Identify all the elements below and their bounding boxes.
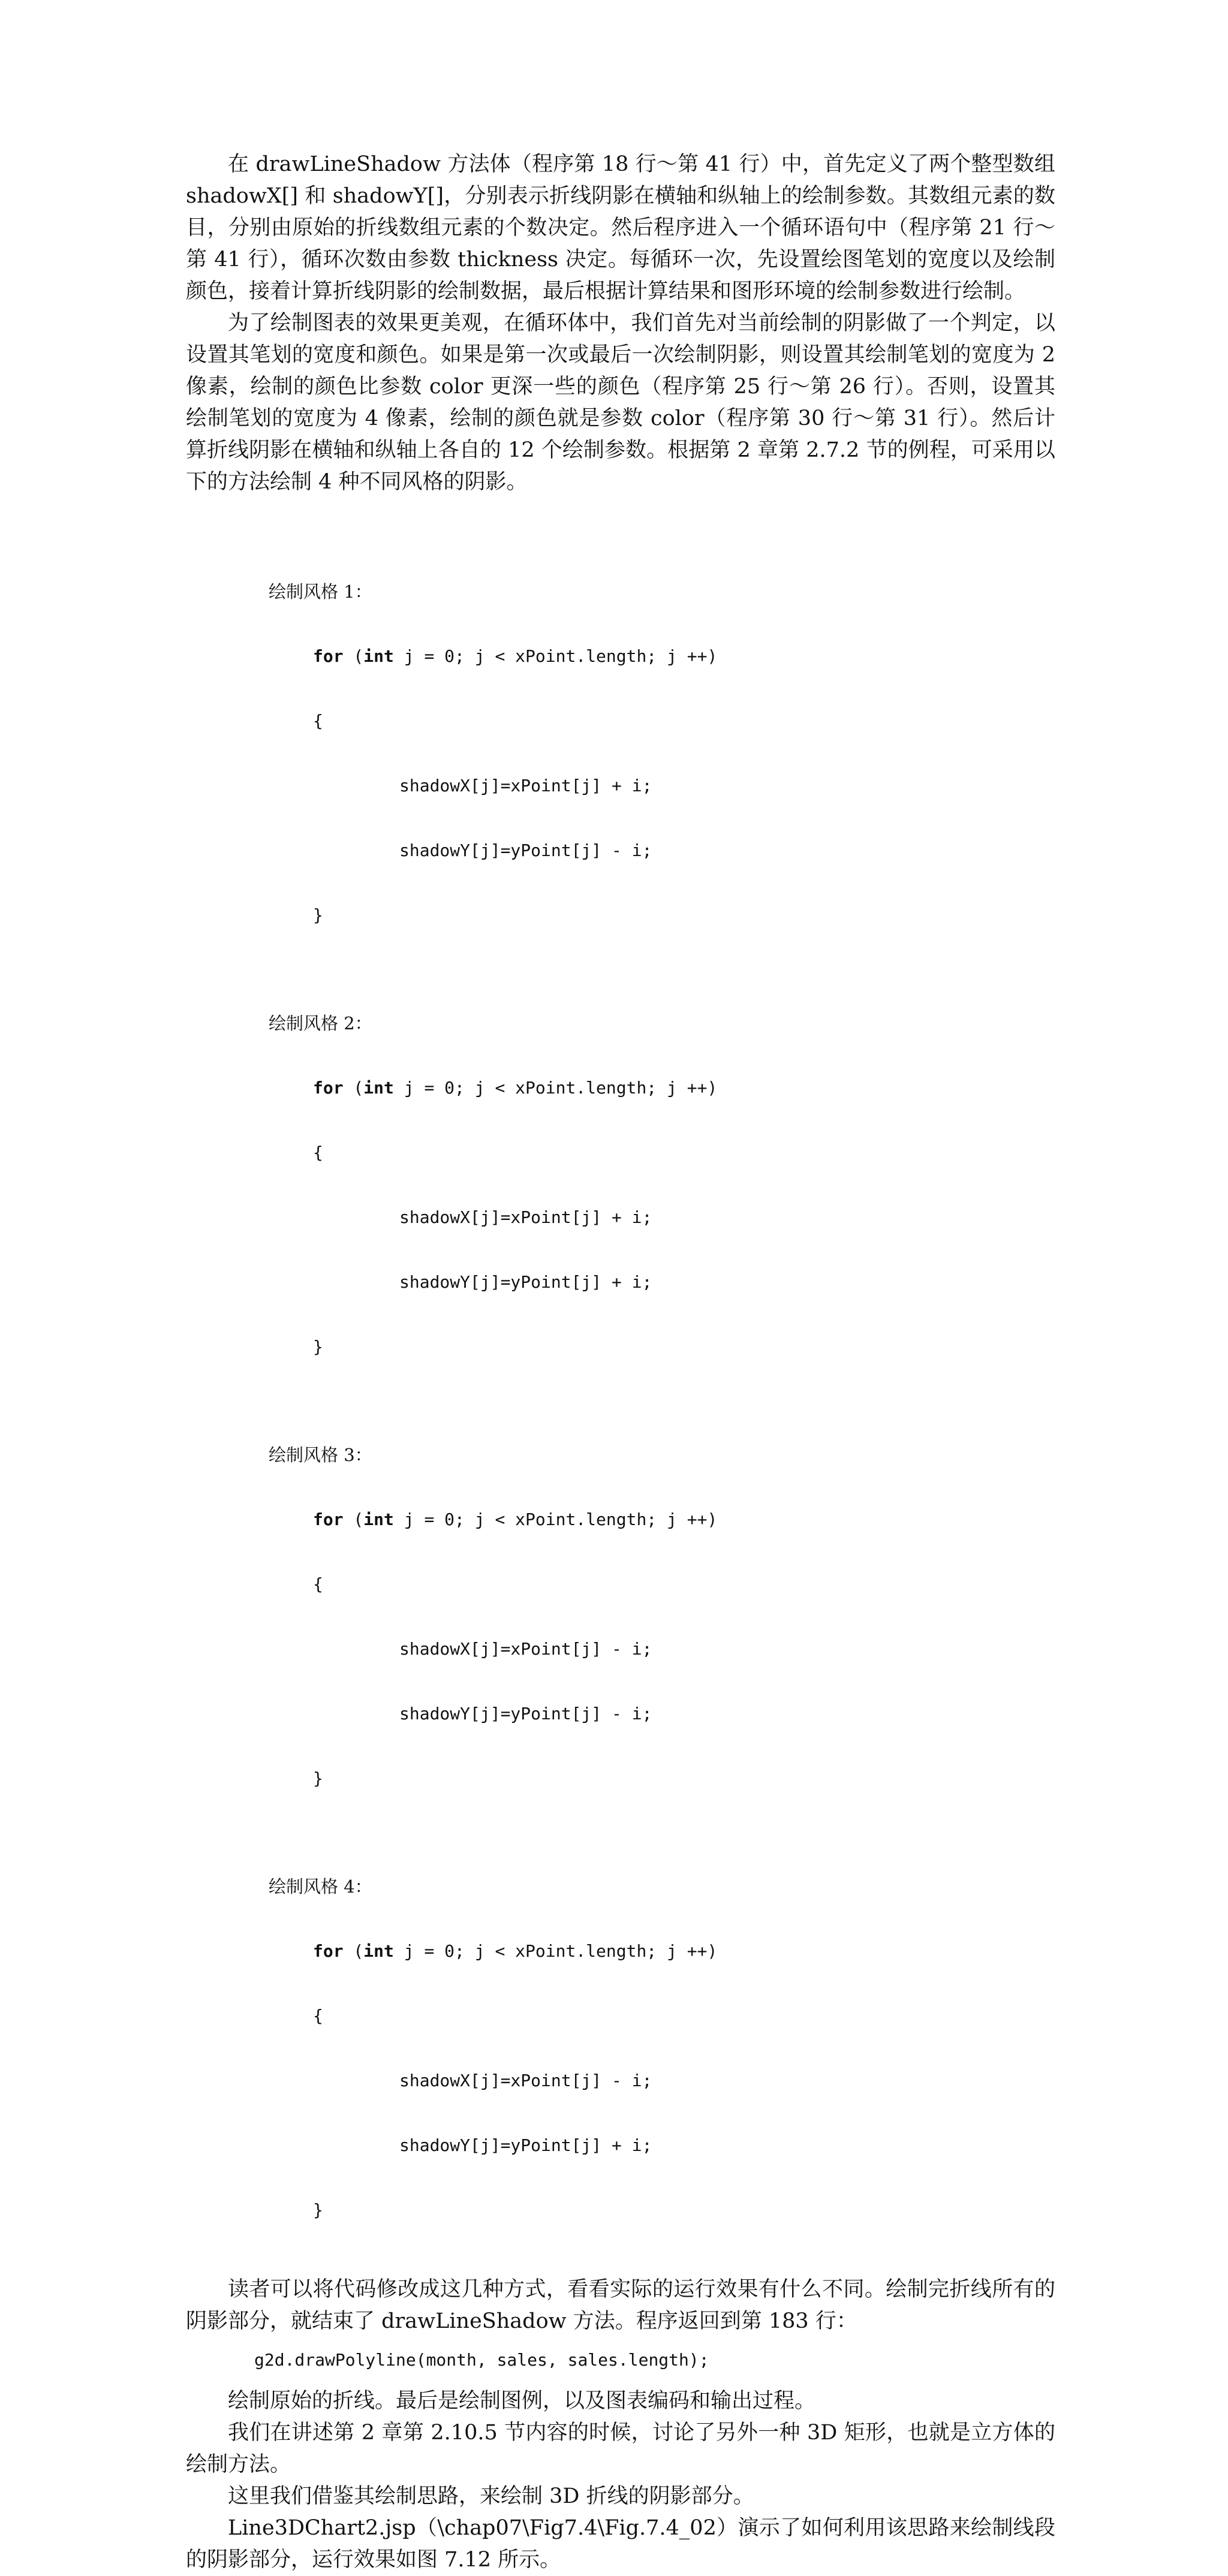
paragraph-cube-reference: 我们在讲述第 2 章第 2.10.5 节内容的时候，讨论了另外一种 3D 矩形，也就是立方体的绘制方法。 — [186, 2421, 1055, 2476]
code-open-brace: { — [313, 2006, 323, 2026]
code-for-line: for (int j = 0; j < xPoint.length; j ++) — [313, 1510, 718, 1529]
code-close-brace: } — [313, 1768, 323, 1788]
code-statement: shadowY[j]=yPoint[j] + i; — [399, 1272, 652, 1292]
paragraph-shadow-style-logic: 为了绘制图表的效果更美观，在循环体中，我们首先对当前绘制的阴影做了一个判定，以设置其笔划的宽度和颜色。如果是第一次或最后一次绘制阴影，则设置其绘制笔划的宽度为 2 像素，绘制的颜色比参数 color 更深一些的颜色（程序第 25 行～第 26 行）。否则，设置其绘制笔划的宽度为 4 像素，绘制的颜色就是参数 color（程序第 30 行～第 31 行）。然后计算折线阴影在横轴和纵轴上各自的 12 个绘制参数。根据第 2 章第 2.7.2 节的例程，可采用以下的方法绘制 4 种不同风格的阴影。 — [186, 311, 1055, 494]
code-statement: shadowY[j]=yPoint[j] - i; — [399, 1704, 652, 1724]
code-close-brace: } — [313, 2200, 323, 2220]
code-keyword-int: int — [363, 1510, 394, 1529]
code-statement: shadowX[j]=xPoint[j] - i; — [399, 2071, 652, 2090]
code-statement: shadowY[j]=yPoint[j] + i; — [399, 2135, 652, 2155]
code-loop-condition: j = 0; j < xPoint.length; j ++) — [393, 1510, 718, 1529]
code-style-label: 绘制风格 1： — [269, 582, 372, 602]
code-style-label: 绘制风格 3： — [269, 1445, 372, 1465]
code-for-line: for (int j = 0; j < xPoint.length; j ++) — [313, 1941, 718, 1961]
code-statement: shadowY[j]=yPoint[j] - i; — [399, 840, 652, 860]
code-keyword-int: int — [363, 1078, 394, 1098]
code-keyword-for: for — [313, 646, 344, 666]
paragraph-draw-original-line: 绘制原始的折线。最后是绘制图例，以及图表编码和输出过程。 — [228, 2389, 816, 2413]
code-for-line: for (int j = 0; j < xPoint.length; j ++) — [313, 646, 718, 666]
code-for-line: for (int j = 0; j < xPoint.length; j ++) — [313, 1078, 718, 1098]
paragraph-line3dchart2-demo: Line3DChart2.jsp（\chap07\Fig7.4\Fig.7.4_02）演示了如何利用该思路来绘制线段的阴影部分，运行效果如图 7.12 所示。 — [186, 2516, 1055, 2572]
code-loop-condition: j = 0; j < xPoint.length; j ++) — [393, 1078, 718, 1098]
page-content — [186, 149, 1055, 2576]
code-open-brace: { — [313, 1143, 323, 1162]
paragraph-modify-code: 读者可以将代码修改成这几种方式，看看实际的运行效果有什么不同。绘制完折线所有的阴影部分，就结束了 drawLineShadow 方法。程序返回到第 183 行： — [186, 2277, 1055, 2333]
code-statement: shadowX[j]=xPoint[j] - i; — [399, 1639, 652, 1659]
code-draw-polyline: g2d.drawPolyline(month, sales, sales.length); — [254, 2350, 709, 2370]
code-loop-condition: j = 0; j < xPoint.length; j ++) — [393, 1941, 718, 1961]
code-open-brace: { — [313, 1574, 323, 1594]
paragraph-draw-line-shadow-intro: 在 drawLineShadow 方法体（程序第 18 行～第 41 行）中，首先定义了两个整型数组 shadowX[] 和 shadowY[]，分别表示折线阴影在横轴和纵轴上的绘制参数。其数组元素的数目，分别由原始的折线数组元素的个数决定。然后程序进入一个循环语句中（程序第 21 行～第 41 行），循环次数由参数 thickness 决定。每循环一次，先设置绘图笔划的宽度以及绘制颜色，接着计算折线阴影的绘制数据，最后根据计算结果和图形环境的绘制参数进行绘制。 — [186, 152, 1055, 303]
paragraph-borrow-approach: 这里我们借鉴其绘制思路，来绘制 3D 折线的阴影部分。 — [228, 2484, 754, 2508]
code-keyword-int: int — [363, 646, 394, 666]
code-style-label: 绘制风格 4： — [269, 1876, 372, 1897]
code-statement: shadowX[j]=xPoint[j] + i; — [399, 776, 652, 796]
code-statement: shadowX[j]=xPoint[j] + i; — [399, 1207, 652, 1227]
code-keyword-for: for — [313, 1510, 344, 1529]
code-loop-condition: j = 0; j < xPoint.length; j ++) — [393, 646, 718, 666]
code-block-shadow-styles — [269, 516, 1055, 2264]
code-close-brace: } — [313, 905, 323, 925]
code-close-brace: } — [313, 1337, 323, 1357]
code-keyword-for: for — [313, 1078, 344, 1098]
code-style-label: 绘制风格 2： — [269, 1013, 372, 1034]
code-keyword-int: int — [363, 1941, 394, 1961]
code-keyword-for: for — [313, 1941, 344, 1961]
code-open-brace: { — [313, 711, 323, 731]
